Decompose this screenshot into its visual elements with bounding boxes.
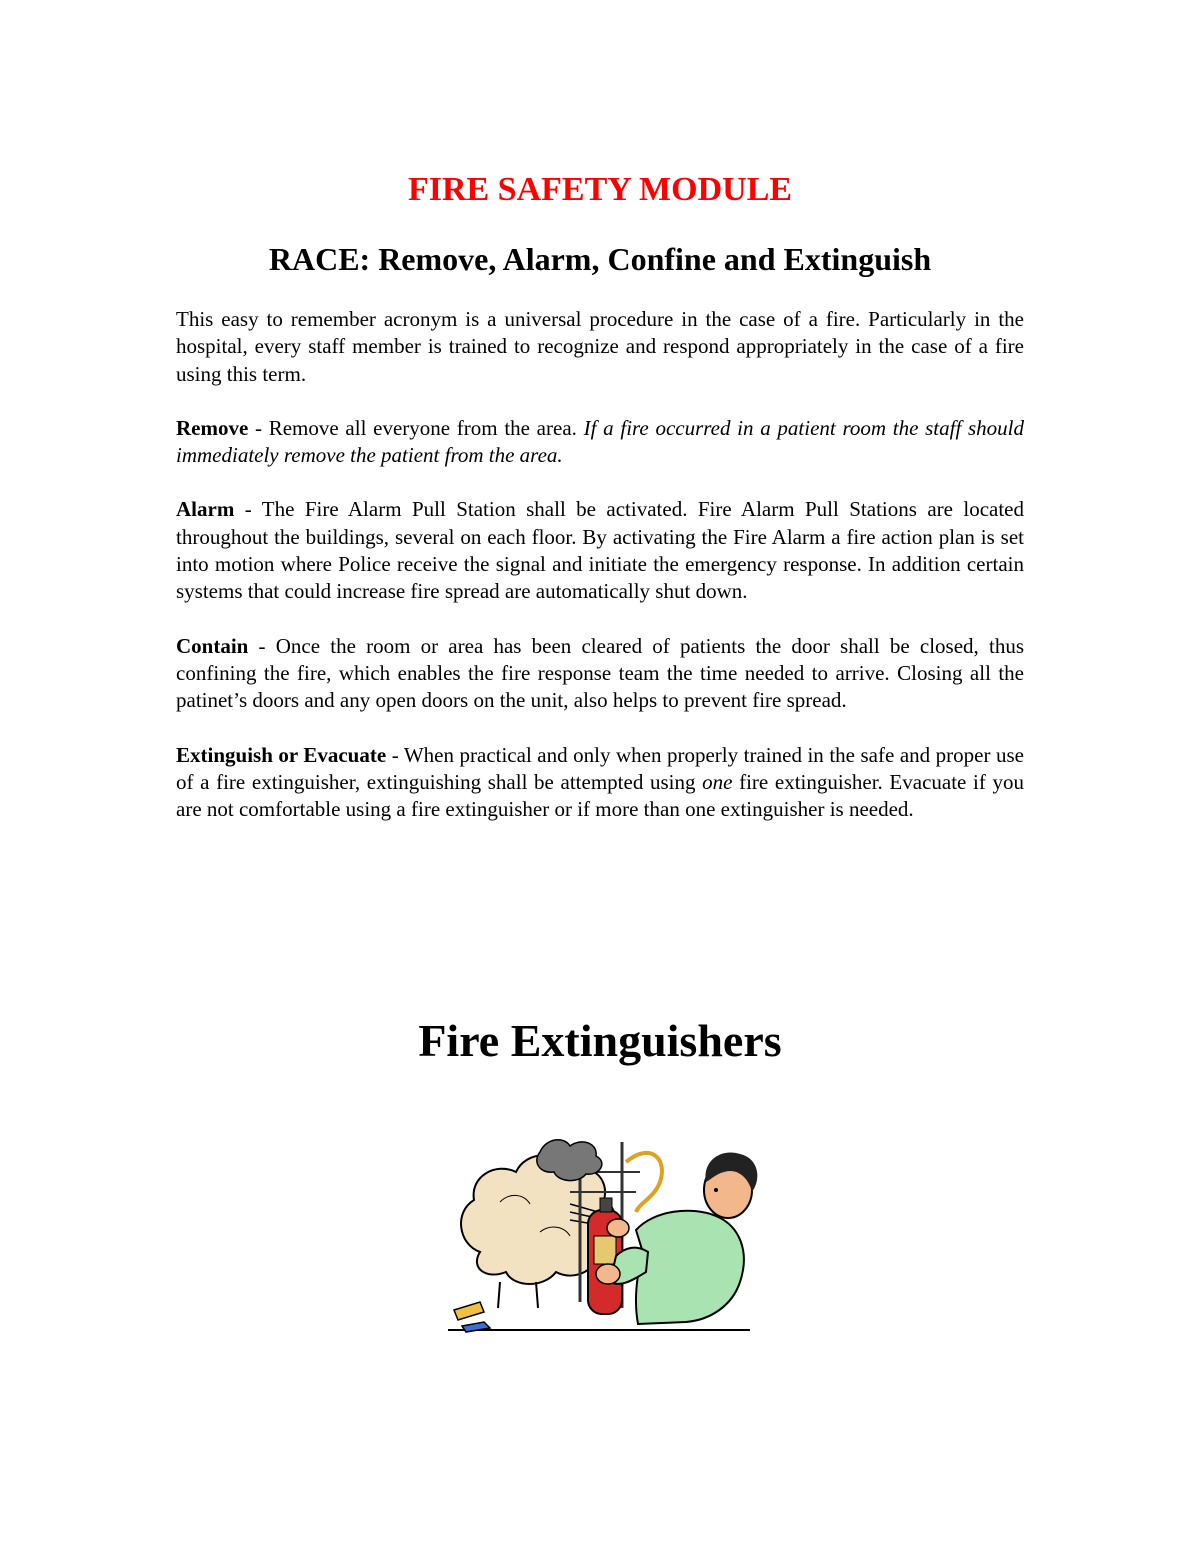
contain-term: Contain [176,633,249,658]
extinguish-text-after: fire extinguisher. Evacuate if you are not comfortable using a fire extinguisher or if more than one extinguisher is needed. [176,769,1025,822]
contain-paragraph [176,633,1024,715]
contain-separator: - [248,633,276,658]
alarm-paragraph [176,496,1024,605]
document-title: FIRE SAFETY MODULE [407,171,793,208]
remove-separator: - [248,415,269,440]
remove-term: Remove [176,415,249,440]
alarm-term: Alarm [176,497,235,522]
extinguish-separator: - [386,742,404,767]
extinguish-text-before: When practical and only when properly trained in the safe and proper use of a fire extinguisher, extinguishing shall be attempted using [176,742,1024,794]
remove-italic: If a fire occurred in a patient room the staff should immediately remove the patient from the area. [176,415,1024,468]
document-body [176,306,1024,850]
intro-paragraph: This easy to remember acronym is a universal procedure in the case of a fire. Particularly in the hospital, every staff member is trained to recognize and respond appropriately in the case of a fire using this term. [176,307,1024,386]
contain-text: Once the room or area has been cleared of patients the door shall be closed, thus confining the fire, which enables the fire response team the time needed to arrive. Closing all the patinet’s doors and any open doors on the unit, also helps to prevent fire spread. [176,633,1024,713]
extinguish-italic: one [702,769,733,794]
section-heading-fire-extinguishers: Fire Extinguishers [418,1015,782,1066]
fire-extinguisher-clipart-icon [440,1132,770,1338]
extinguish-term: Extinguish or Evacuate [176,742,387,767]
remove-paragraph [176,415,1024,470]
extinguish-paragraph [176,742,1024,824]
alarm-separator: - [234,497,262,522]
document-subtitle: RACE: Remove, Alarm, Confine and Extinguish [268,241,932,277]
alarm-text: The Fire Alarm Pull Station shall be activated. Fire Alarm Pull Stations are located throughout the buildings, several on each floor. By activating the Fire Alarm a fire action plan is set into motion where Police receive the signal and initiate the emergency response. In addition certain systems that could increase fire spread are automatically shut down. [176,497,1024,604]
remove-text: Remove all everyone from the area. [268,415,584,440]
